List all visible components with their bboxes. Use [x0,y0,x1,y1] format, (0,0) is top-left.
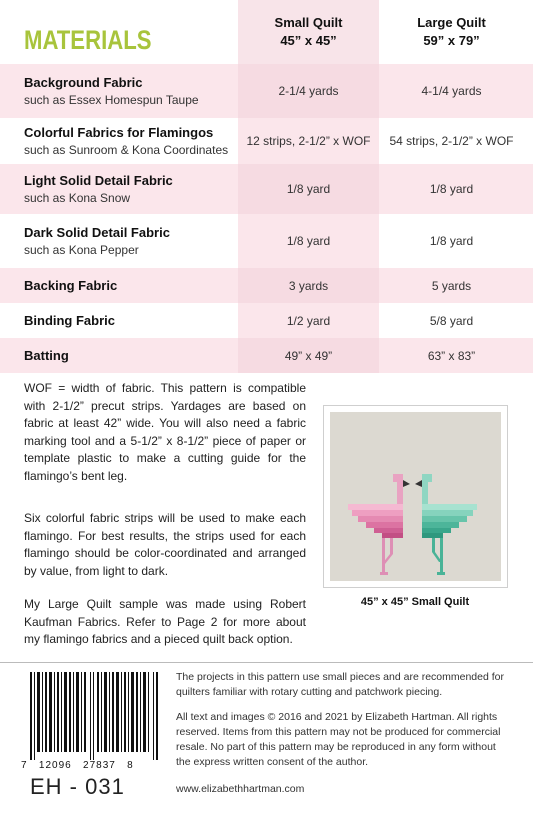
table-row [0,303,533,338]
small-quilt-size: 45” x 45” [280,33,337,48]
upc-barcode [30,672,160,760]
material-note: such as Essex Homespun Taupe [24,93,199,107]
figure-caption: 45” x 45” Small Quilt [360,596,470,608]
website-link[interactable]: www.elizabethhartman.com [176,783,305,795]
material-name: Backing Fabric [24,278,118,293]
footer-divider [0,662,533,663]
skill-note: The projects in this pattern use small pieces and are recommended for quilters familiar with rotary cutting and patchwork piecing. [176,671,504,698]
quilt-illustration [330,412,501,581]
material-name: Colorful Fabrics for Flamingos [24,125,214,140]
small-quilt-label: Small Quilt [274,15,343,30]
material-note: such as Kona Pepper [24,243,139,257]
large-quilt-size: 59” x 79” [423,33,480,48]
large-quilt-label: Large Quilt [417,15,486,30]
materials-header [0,0,533,64]
material-name: Binding Fabric [24,313,115,328]
large-quantity: 63” x 83” [427,348,476,363]
paragraph-fabrics: My Large Quilt sample was made using Robert Kaufman Fabrics. Refer to Page 2 for more about my flamingo fabrics and a pieced quilt back option. [24,597,306,646]
material-note: such as Kona Snow [24,191,131,205]
table-row [0,64,533,118]
large-quilt-header [384,14,519,50]
small-quantity: 1/2 yard [238,303,379,338]
material-name: Dark Solid Detail Fabric [24,225,170,240]
flamingo-pair-image [330,412,501,581]
teal-flamingo [415,474,477,575]
large-quantity: 1/8 yard [429,182,474,196]
material-note: such as Sunroom & Kona Coordinates [24,143,229,157]
pattern-code: EH - 031 [30,774,125,799]
material-name: Light Solid Detail Fabric [24,173,173,188]
small-quilt-header [238,0,379,64]
small-quantity: 1/8 yard [238,164,379,214]
pink-flamingo [348,474,410,575]
material-name: Background Fabric [24,75,143,90]
materials-title: MATERIALS [24,25,152,55]
paragraph-strips: Six colorful fabric strips will be used to make each flamingo. For best results, the strips used for each flamingo should be color-coordinated and arranged by value, from light to dark. [24,511,306,578]
small-quantity: 12 strips, 2-1/2” x WOF [238,118,379,164]
large-quantity: 1/8 yard [429,234,474,248]
large-quantity: 5 yards [431,278,472,293]
table-row [0,118,533,164]
table-row [0,214,533,268]
small-quantity: 3 yards [238,268,379,303]
large-quantity: 5/8 yard [429,313,474,328]
quilt-photo-frame [323,405,508,588]
table-row [0,164,533,214]
small-quantity: 49” x 49” [238,338,379,373]
large-quantity: 4-1/4 yards [421,84,482,98]
small-quantity: 2-1/4 yards [238,64,379,118]
table-row [0,338,533,373]
small-quantity: 1/8 yard [238,214,379,268]
table-row [0,268,533,303]
barcode-digits: 7 12096 27837 8 [21,760,134,771]
copyright-note: All text and images © 2016 and 2021 by Elizabeth Hartman. All rights reserved. Items from this pattern may not be produced for commercial resale. No part of this pattern may be reproduced in any form without the express written consent of the author. [176,711,501,768]
large-quantity: 54 strips, 2-1/2” x WOF [389,134,514,148]
material-name: Batting [24,348,69,363]
paragraph-wof: WOF = width of fabric. This pattern is compatible with 2-1/2” precut strips. Yardages are based on fabric at least 42” wide. You will also need a fabric marking tool and a 5-1/2” x 8-1/2” piece of paper or template plastic to make a cutting guide for the flamingo’s bent leg. [24,381,306,483]
